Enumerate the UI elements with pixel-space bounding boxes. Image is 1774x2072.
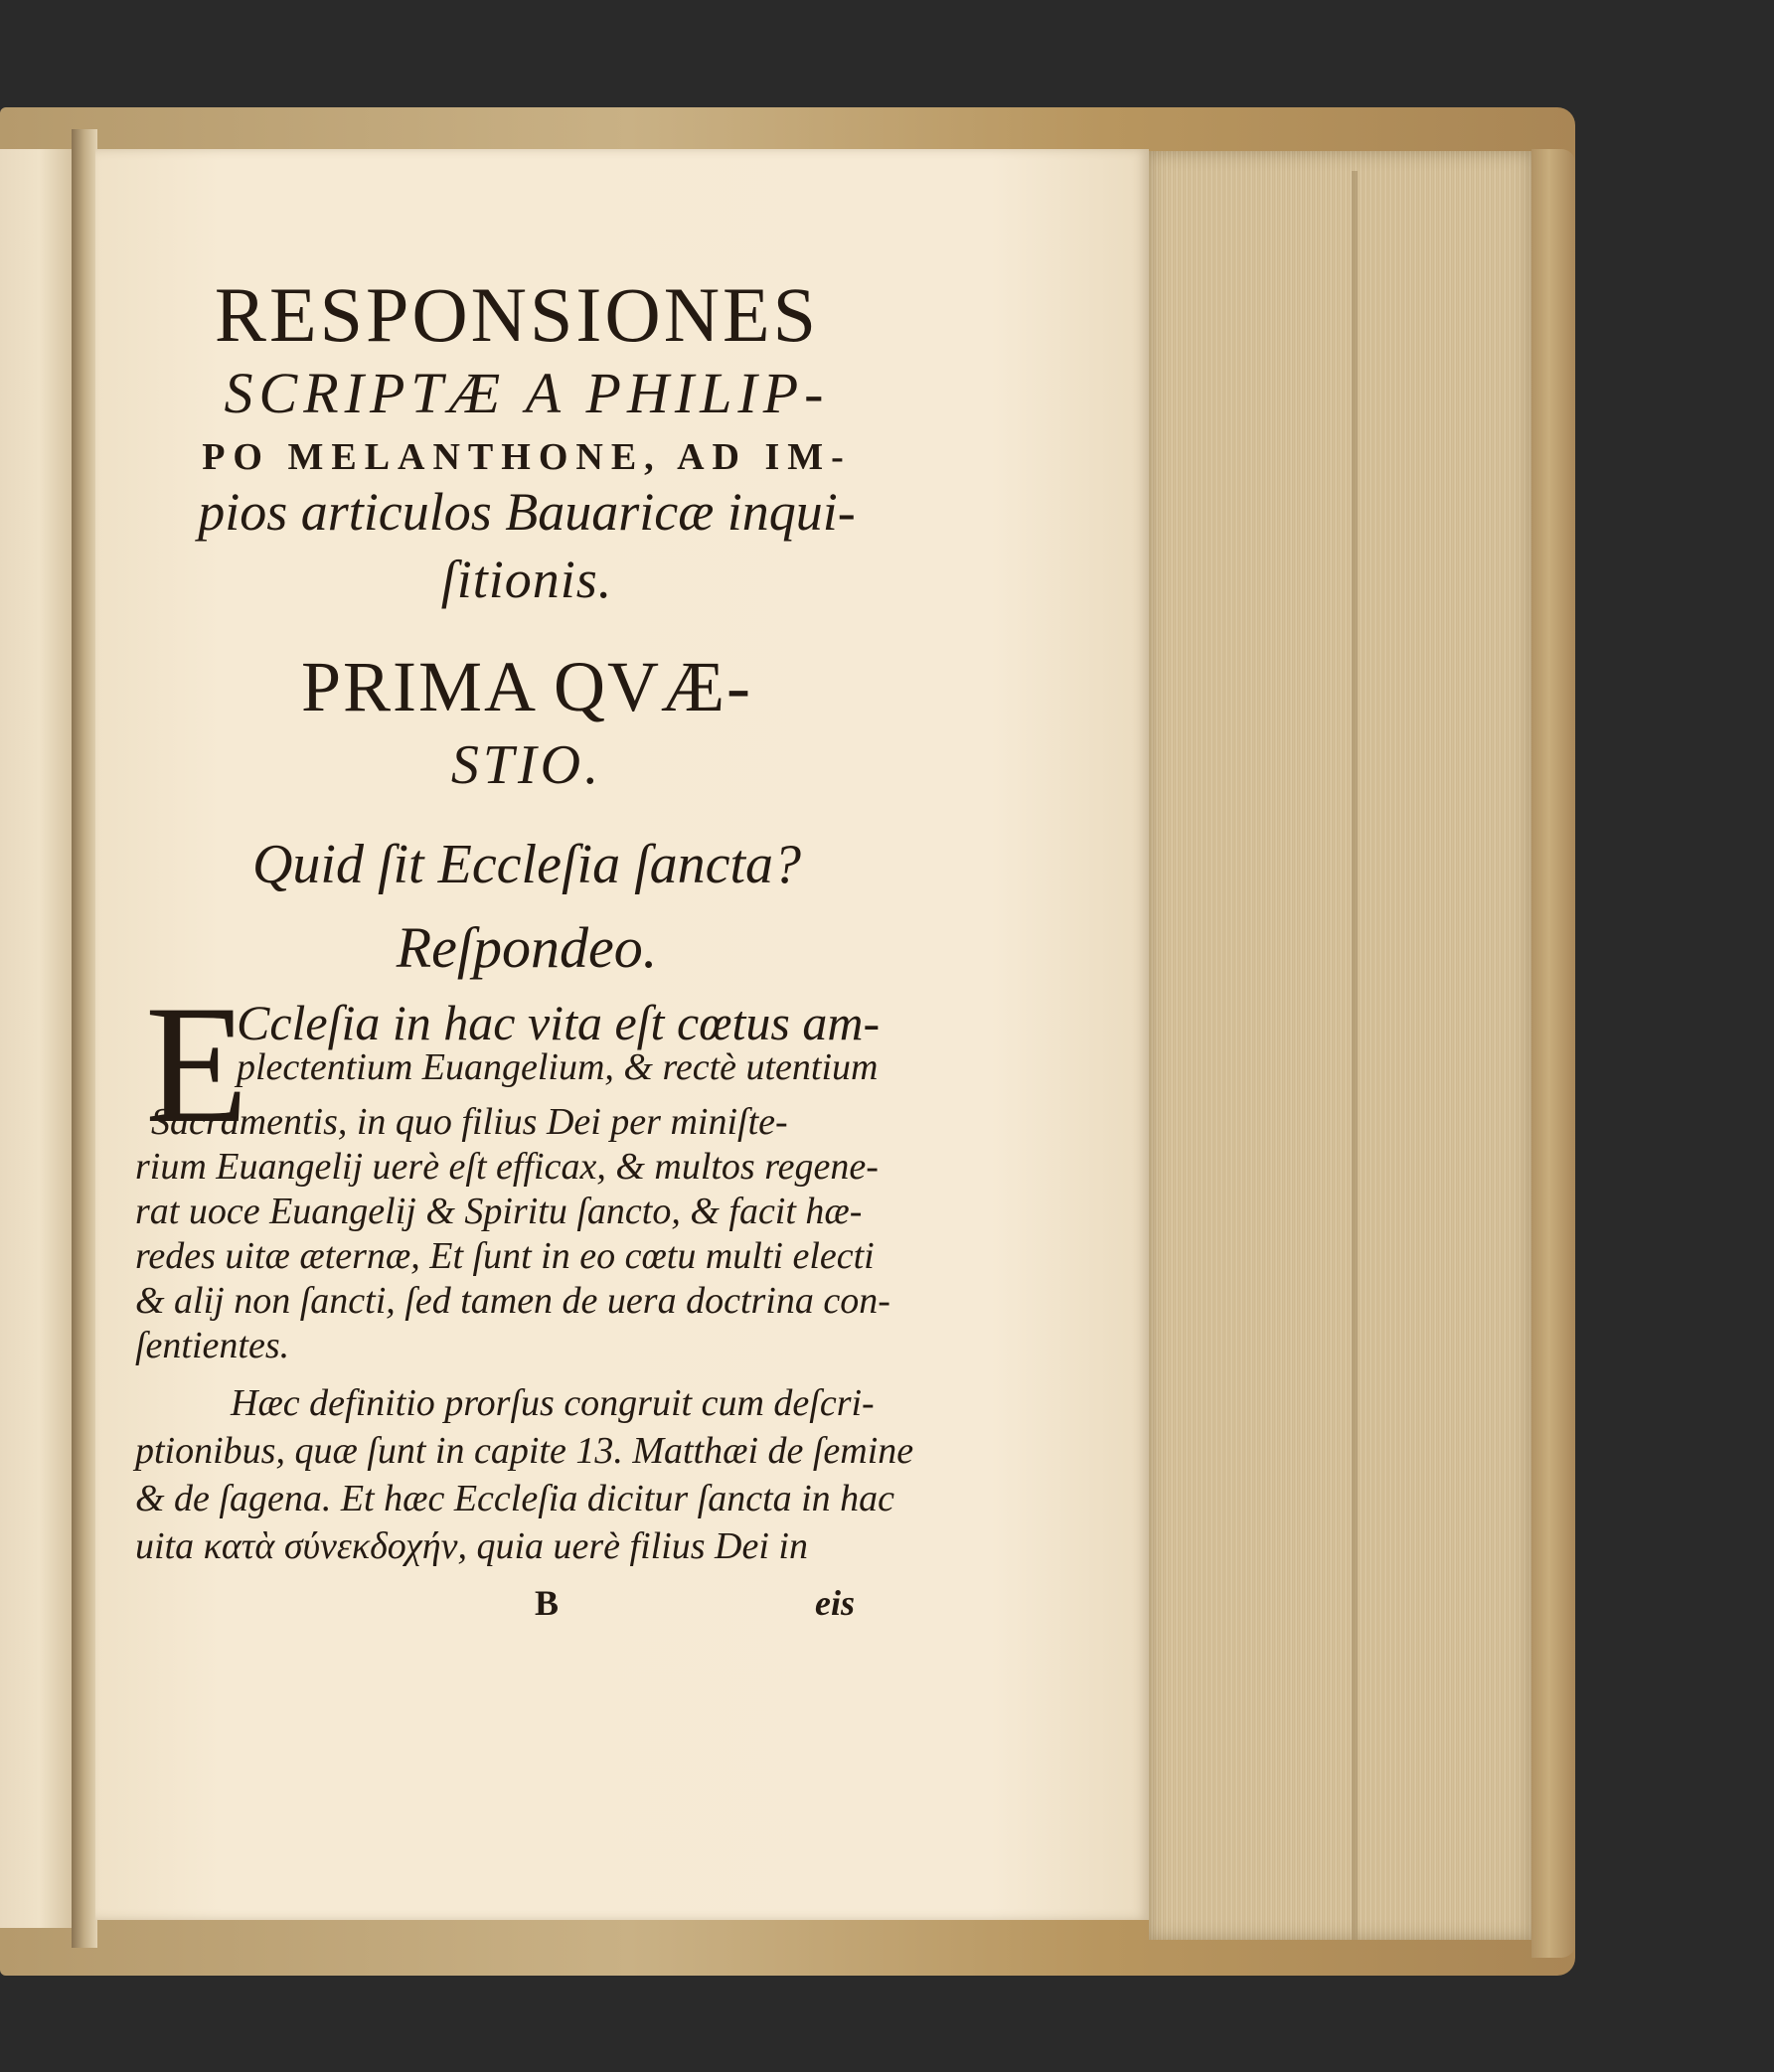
paragraph1-line: & alij non ſancti, ſed tamen de uera doctrina con-	[135, 1280, 890, 1322]
page-block-divider	[1352, 171, 1358, 1940]
paragraph2-line: & de ſagena. Et hæc Eccleſia dicitur ſancta in hac	[135, 1478, 895, 1519]
page-block-fore-edge	[1149, 151, 1532, 1940]
question-heading: Quid ſit Eccleſia ſancta?	[251, 834, 802, 895]
catchword: eis	[815, 1583, 855, 1623]
page-title: RESPONSIONES	[214, 271, 820, 358]
paragraph1-line: rium Euangelij uerè eſt efficax, & multos regene-	[135, 1146, 879, 1188]
paragraph2-line: Hæc definitio prorſus congruit cum deſcri-	[231, 1382, 875, 1424]
paragraph1-line: plectentium Euangelium, & rectè utentium	[237, 1046, 879, 1088]
subtitle-line-4: ſitionis.	[440, 550, 613, 609]
signature-mark: B	[535, 1583, 560, 1623]
subtitle-line-1: SCRIPTÆ A PHILIP-	[224, 361, 830, 425]
section-heading-line-1: PRIMA QVÆ-	[300, 647, 753, 726]
drop-cap-initial: E	[145, 971, 248, 1158]
subtitle-line-2: PO MELANTHONE, AD IM-	[202, 436, 852, 478]
facing-page-edge	[0, 149, 74, 1928]
book-gutter	[72, 129, 97, 1948]
cover-edge	[1532, 149, 1575, 1958]
paragraph1-line: rat uoce Euangelij & Spiritu ſancto, & facit hæ-	[135, 1191, 863, 1232]
paragraph1-line: Sacramentis, in quo filius Dei per miniſte-	[151, 1101, 788, 1143]
answer-heading: Reſpondeo.	[396, 915, 658, 980]
section-heading-line-2: STIO.	[450, 734, 603, 796]
paragraph1-line: Ccleſia in hac vita eſt cœtus am-	[237, 995, 881, 1050]
paragraph1-line: redes uitæ æternæ, Et ſunt in eo cœtu multi electi	[135, 1235, 875, 1277]
paragraph2-line: uita κατὰ σύνεκδοχήν, quia uerè filius Dei in	[135, 1525, 808, 1567]
subtitle-line-3: pios articulos Bauaricæ inqui-	[198, 482, 856, 542]
paragraph2-line: ptionibus, quæ ſunt in capite 13. Matthæi de ſemine	[135, 1430, 914, 1472]
paragraph1-line: ſentientes.	[135, 1325, 290, 1366]
